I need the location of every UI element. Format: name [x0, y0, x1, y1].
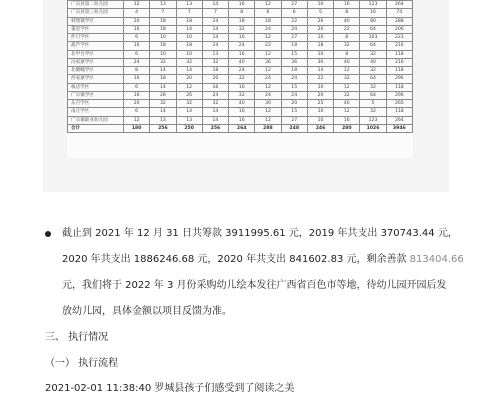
table-row: [68, 116, 413, 124]
table-cell: 12: [255, 67, 281, 75]
table-cell: 6: [124, 50, 150, 58]
row-label-cell: 合计: [68, 124, 124, 132]
table-cell: 16: [334, 116, 360, 124]
table-cell: 16: [229, 83, 255, 91]
table-cell: 18: [307, 42, 333, 50]
table-cell: 1026: [360, 124, 386, 132]
table-cell: 14: [202, 25, 228, 33]
row-label-cell: 北塘疃学区: [68, 67, 124, 75]
table-cell: 14: [202, 1, 228, 9]
table-cell: 32: [360, 67, 386, 75]
table-cell: 5: [360, 100, 386, 108]
table-cell: 32: [334, 42, 360, 50]
para-line-1: 截止到 2021 年 12 月 31 日共筹款 3911995.61 元，2019 年共支出 370743.44 元，: [62, 228, 458, 239]
table-cell: 216: [386, 58, 412, 66]
table-cell: 22: [307, 75, 333, 83]
table-row: [68, 25, 413, 33]
table-cell: 16: [124, 42, 150, 50]
table-cell: 10: [307, 108, 333, 116]
table-cell: 64: [360, 25, 386, 33]
table-cell: 13: [150, 1, 176, 9]
table-cell: 280: [334, 124, 360, 132]
table-cell: 16: [334, 1, 360, 9]
table-cell: 16: [124, 91, 150, 99]
row-label-cell: 件只学区: [68, 34, 124, 42]
table-cell: 10: [150, 50, 176, 58]
expense-table: [67, 0, 413, 133]
table-cell: 16: [202, 83, 228, 91]
section-subheading: （一） 执行流程: [45, 358, 119, 369]
table-cell: 32: [360, 83, 386, 91]
table-cell: 10: [307, 34, 333, 42]
table-cell: 6: [124, 108, 150, 116]
table-cell: 118: [386, 83, 412, 91]
table-cell: 22: [255, 42, 281, 50]
table-cell: 7: [176, 9, 202, 17]
table-cell: 123: [360, 1, 386, 9]
table-cell: 248: [281, 124, 307, 132]
table-cell: 250: [176, 124, 202, 132]
table-cell: 14: [176, 25, 202, 33]
table-cell: 24: [202, 17, 228, 25]
table-row: [68, 83, 413, 91]
row-label-cell: 核店学区: [68, 83, 124, 91]
table-cell: 246: [307, 124, 333, 132]
table-cell: 24: [124, 58, 150, 66]
table-row: [68, 17, 413, 25]
table-row: [68, 50, 413, 58]
table-row: [68, 9, 413, 17]
row-label-cell: 葫芦学区: [68, 42, 124, 50]
table-cell: 32: [360, 108, 386, 116]
table-cell: 14: [307, 67, 333, 75]
table-cell: 12: [255, 1, 281, 9]
table-cell: 10: [307, 83, 333, 91]
table-cell: 28: [150, 91, 176, 99]
table-cell: 288: [255, 124, 281, 132]
table-cell: 24: [281, 25, 307, 33]
table-cell: 14: [176, 67, 202, 75]
table-cell: 15: [281, 50, 307, 58]
table-cell: 36: [281, 58, 307, 66]
scanned-table-image: [43, 0, 449, 192]
table-cell: 10: [150, 34, 176, 42]
row-label-cell: 董里学区: [68, 25, 124, 33]
table-cell: 10: [307, 50, 333, 58]
section-heading: 三、 执行情况: [45, 332, 109, 343]
table-cell: 32: [229, 75, 255, 83]
table-cell: 123: [360, 116, 386, 124]
table-cell: 80: [360, 17, 386, 25]
table-cell: 16: [229, 50, 255, 58]
table-cell: 8: [334, 34, 360, 42]
table-cell: 40: [229, 58, 255, 66]
bullet-dot: [45, 231, 51, 237]
table-cell: 15: [281, 83, 307, 91]
table-cell: 10: [307, 116, 333, 124]
table-cell: 12: [124, 116, 150, 124]
table-cell: 118: [386, 67, 412, 75]
table-cell: 24: [202, 91, 228, 99]
table-cell: 24: [202, 42, 228, 50]
table-cell: 32: [360, 50, 386, 58]
table-cell: 288: [386, 17, 412, 25]
table-row: [68, 42, 413, 50]
table-cell: 8: [229, 9, 255, 17]
table-cell: 256: [202, 124, 228, 132]
row-label-cell: 广宗镇职业幼儿园: [68, 116, 124, 124]
table-cell: 74: [386, 9, 412, 17]
table-cell: 12: [255, 34, 281, 42]
para-line-2-main: 2020 年共支出 1886246.68 元，2020 年共支出 841602.83 元，剩余善款: [62, 254, 410, 265]
table-cell: 12: [255, 83, 281, 91]
table-cell: 40: [334, 17, 360, 25]
table-cell: 12: [255, 50, 281, 58]
table-cell: 223: [386, 34, 412, 42]
table-cell: 10: [307, 1, 333, 9]
table-cell: 18: [176, 42, 202, 50]
table-cell: 20: [281, 100, 307, 108]
table-cell: 40: [229, 100, 255, 108]
table-cell: 8: [334, 50, 360, 58]
table-row: [68, 1, 413, 9]
table-row: [68, 34, 413, 42]
table-cell: 20: [124, 100, 150, 108]
row-label-cell: 冯家寨学区: [68, 58, 124, 66]
table-cell: 16: [124, 75, 150, 83]
table-cell: 20: [124, 17, 150, 25]
table-cell: 32: [202, 58, 228, 66]
table-cell: 18: [150, 17, 176, 25]
row-label-cell: 西家寨学区: [68, 75, 124, 83]
table-cell: 24: [281, 75, 307, 83]
table-cell: 25: [307, 100, 333, 108]
table-cell: 264: [229, 124, 255, 132]
table-cell: 16: [360, 9, 386, 17]
table-cell: 64: [360, 75, 386, 83]
row-label-cell: 广宗县第三幼儿园: [68, 9, 124, 17]
table-cell: 24: [281, 91, 307, 99]
table-cell: 32: [229, 91, 255, 99]
para-line-3: 元，我们将于 2022 年 3 月份采购幼儿绘本发往广西省百色市等地，待幼儿园开园后发: [62, 280, 447, 291]
table-cell: 13: [150, 116, 176, 124]
table-cell: 32: [229, 25, 255, 33]
table-cell: 16: [229, 34, 255, 42]
table-cell: 10: [176, 34, 202, 42]
table-cell: 12: [255, 108, 281, 116]
table-cell: 14: [150, 83, 176, 91]
table-cell: 6: [281, 9, 307, 17]
table-cell: 16: [229, 108, 255, 116]
remaining-amount: 813404.66: [409, 254, 464, 265]
table-cell: 40: [334, 100, 360, 108]
table-cell: 20: [202, 75, 228, 83]
table-cell: 14: [176, 108, 202, 116]
table-cell: 20: [176, 75, 202, 83]
table-row: [68, 75, 413, 83]
table-cell: 32: [334, 75, 360, 83]
table-cell: 14: [202, 34, 228, 42]
table-cell: 6: [255, 9, 281, 17]
table-cell: 32: [176, 58, 202, 66]
table-cell: 14: [202, 116, 228, 124]
table-cell: 296: [386, 75, 412, 83]
table-cell: 10: [176, 50, 202, 58]
table-cell: 16: [124, 25, 150, 33]
table-cell: 27: [281, 116, 307, 124]
table-cell: 3946: [386, 124, 412, 132]
table-row: [68, 100, 413, 108]
table-cell: 36: [255, 58, 281, 66]
table-cell: 12: [176, 83, 202, 91]
table-cell: 14: [150, 108, 176, 116]
table-cell: 256: [150, 124, 176, 132]
table-cell: 64: [360, 91, 386, 99]
table-row: [68, 124, 413, 132]
table-cell: 14: [150, 67, 176, 75]
table-cell: 24: [255, 75, 281, 83]
table-cell: 118: [386, 108, 412, 116]
table-cell: 8: [124, 67, 150, 75]
table-cell: 8: [334, 9, 360, 17]
table-cell: 32: [202, 100, 228, 108]
table-cell: 4: [124, 9, 150, 17]
row-label-cell: 北甲台学区: [68, 50, 124, 58]
para-line-4: 放幼儿园，具体金额以项目反馈为准。: [62, 306, 232, 317]
table-cell: 180: [124, 124, 150, 132]
table-cell: 264: [386, 116, 412, 124]
table-cell: 5: [307, 9, 333, 17]
table-cell: 18: [255, 17, 281, 25]
table-cell: 13: [176, 1, 202, 9]
table-cell: 6: [124, 34, 150, 42]
table-cell: 26: [176, 91, 202, 99]
table-cell: 22: [334, 25, 360, 33]
table-cell: 24: [255, 91, 281, 99]
table-cell: 32: [334, 91, 360, 99]
table-cell: 64: [360, 42, 386, 50]
table-row: [68, 58, 413, 66]
table-cell: 32: [150, 100, 176, 108]
table-cell: 15: [281, 108, 307, 116]
table-cell: 264: [386, 1, 412, 9]
row-label-cell: 广宗县第二幼儿园: [68, 1, 124, 9]
table-cell: 206: [386, 25, 412, 33]
table-cell: 16: [229, 1, 255, 9]
table-cell: 18: [150, 75, 176, 83]
para-line-2: [62, 253, 464, 267]
table-cell: 7: [150, 9, 176, 17]
table-cell: 103: [360, 34, 386, 42]
table-cell: 13: [176, 116, 202, 124]
table-cell: 13: [202, 50, 228, 58]
row-label-cell: 广宗镇学区: [68, 91, 124, 99]
table-cell: 26: [307, 17, 333, 25]
table-cell: 18: [281, 42, 307, 50]
table-cell: 20: [307, 25, 333, 33]
table-cell: 18: [150, 25, 176, 33]
row-label-cell: 东召学区: [68, 100, 124, 108]
table-cell: 296: [386, 91, 412, 99]
table-cell: 24: [229, 67, 255, 75]
table-cell: 12: [124, 1, 150, 9]
table-cell: 18: [176, 17, 202, 25]
table-cell: 18: [229, 17, 255, 25]
table-cell: 32: [150, 58, 176, 66]
table-cell: 20: [307, 91, 333, 99]
table-cell: 12: [255, 116, 281, 124]
table-cell: 12: [334, 67, 360, 75]
table-cell: 30: [255, 100, 281, 108]
table-cell: 27: [281, 1, 307, 9]
table-cell: 16: [229, 116, 255, 124]
table-cell: 18: [281, 67, 307, 75]
row-label-cell: 韩堡镇学区: [68, 17, 124, 25]
table-row: [68, 91, 413, 99]
table-cell: 22: [281, 17, 307, 25]
table-cell: 12: [334, 83, 360, 91]
table-cell: 24: [229, 42, 255, 50]
table-cell: 27: [281, 34, 307, 42]
table-cell: 32: [176, 100, 202, 108]
table-cell: 40: [334, 58, 360, 66]
table-cell: 40: [360, 58, 386, 66]
table-cell: 14: [202, 108, 228, 116]
table-cell: 118: [386, 50, 412, 58]
table-cell: 216: [386, 42, 412, 50]
table-row: [68, 67, 413, 75]
table-cell: 24: [255, 25, 281, 33]
row-label-cell: 南庄学区: [68, 108, 124, 116]
table-cell: 12: [334, 108, 360, 116]
table-cell: 265: [386, 100, 412, 108]
table-cell: 6: [124, 83, 150, 91]
table-cell: 18: [150, 42, 176, 50]
table-cell: 7: [202, 9, 228, 17]
table-cell: 30: [307, 58, 333, 66]
table-cell: 18: [202, 67, 228, 75]
log-entry: 2021-02-01 11:38:40 罗城县孩子们感受到了阅读之美: [45, 383, 295, 394]
table-row: [68, 108, 413, 116]
